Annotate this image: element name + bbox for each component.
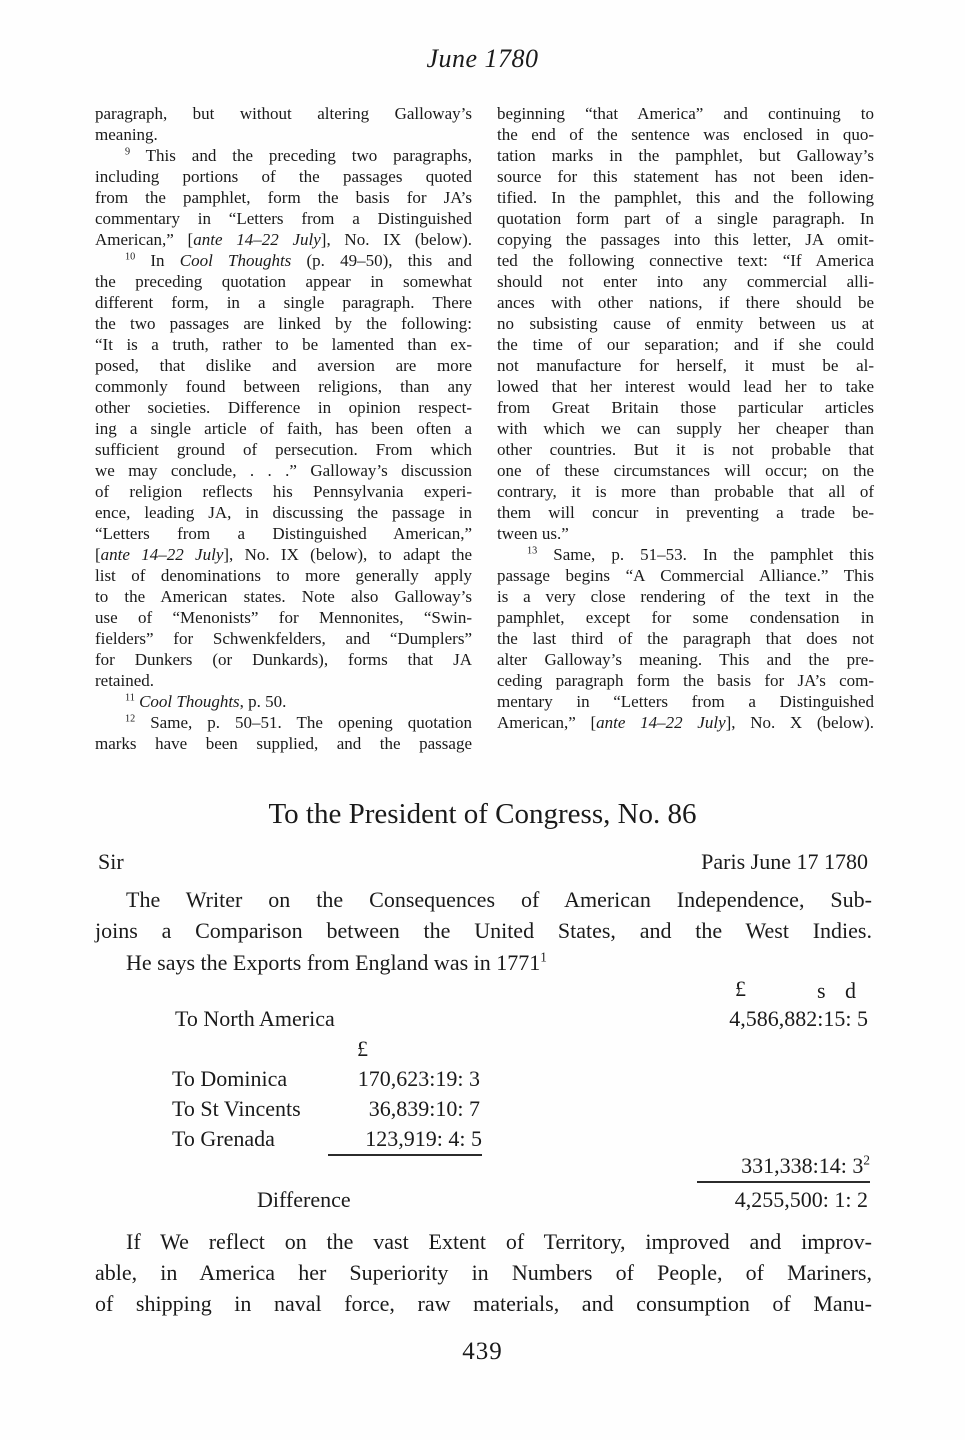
- text-line: posed, that dislike and aversion are more: [95, 356, 472, 375]
- text-line: should not enter into any commercial alli-: [497, 272, 874, 291]
- text-line: different form, in a single paragraph. There: [95, 293, 472, 312]
- text-line: for Dunkers (or Dunkards), forms that JA: [95, 650, 472, 669]
- pounds-column-header: £: [735, 976, 746, 1001]
- text-line: $^{13}$ Same, p. 51–53. In the pamphlet this: [527, 545, 874, 564]
- text-line: If We reflect on the vast Extent of Territory, improved and improv-: [126, 1229, 872, 1254]
- st-vincents-row-label: To St Vincents: [172, 1096, 301, 1121]
- exports-table: [0, 975, 965, 1227]
- text-line: “It is a truth, rather to be lamented than ex-: [95, 335, 472, 354]
- text-line: to the American states. Note also Galloway’s: [95, 587, 472, 606]
- grenada-row-label: To Grenada: [172, 1126, 275, 1151]
- text-line: beginning “that America” and continuing to: [497, 104, 874, 123]
- footnote-column-right: [497, 103, 874, 754]
- text-line: one of these circumstances will occur; on the: [497, 461, 874, 480]
- text-line: alter Galloway’s meaning. This and the pre-: [497, 650, 874, 669]
- text-line: use of “Menonists” for Mennonites, “Swin-: [95, 608, 472, 627]
- shillings-column-header: s: [817, 978, 826, 1003]
- text-line: ances with other nations, if there should be: [497, 293, 874, 312]
- text-line: commentary in “Letters from a Distinguished: [95, 209, 472, 228]
- text-line: ceding paragraph form the basis for JA’s com-: [497, 671, 874, 690]
- text-line: the end of the sentence was enclosed in quo-: [497, 125, 874, 144]
- text-line: lowed that her interest would lead her to take: [497, 377, 874, 396]
- letter-paragraph-summary: [95, 884, 872, 946]
- text-line: the last third of the paragraph that does not: [497, 629, 874, 648]
- text-line: other countries. But it is not probable that: [497, 440, 874, 459]
- text-line: with which we can supply her cheaper than: [497, 419, 874, 438]
- closing-paragraph: [95, 1226, 872, 1319]
- text-line: retained.: [95, 671, 154, 690]
- text-line: no subsisting cause of enmity between us at: [497, 314, 874, 333]
- text-line: tified. In the pamphlet, this and the following: [497, 188, 874, 207]
- text-line: copying the passages into this letter, JA omit-: [497, 230, 874, 249]
- text-line: [ante 14–22 July], No. IX (below), to adapt the: [95, 545, 472, 564]
- footnote-section: [95, 103, 874, 754]
- text-line: meaning.: [95, 125, 158, 144]
- north-america-row-value: 4,586,882:15: 5: [729, 1006, 868, 1031]
- islands-subtotal-value: 331,338:14: $3^2$: [697, 1153, 870, 1183]
- text-line: fielders” for Schwenkfelders, and “Dumplers”: [95, 629, 472, 648]
- text-line: tween us.”: [497, 524, 569, 543]
- text-line: including portions of the passages quoted: [95, 167, 472, 186]
- text-line: the preceding quotation appear in somewhat: [95, 272, 472, 291]
- text-line: the two passages are linked by the following:: [95, 314, 472, 333]
- text-line: $^{11}$ Cool Thoughts, p. 50.: [125, 692, 287, 711]
- text-line: paragraph, but without altering Galloway’s: [95, 104, 472, 123]
- text-line: we may conclude, . . .” Galloway’s discussion: [95, 461, 472, 480]
- text-line: ence, leading JA, in discussing the passage in: [95, 503, 472, 522]
- text-line: ted the following connective text: “If America: [497, 251, 874, 270]
- text-line: the time of our separation; and if she could: [497, 335, 874, 354]
- running-head: June 1780: [426, 44, 539, 73]
- text-line: other societies. Difference in opinion respect-: [95, 398, 472, 417]
- text-line: quotation form part of a single paragraph. In: [497, 209, 874, 228]
- inner-pounds-header: £: [357, 1036, 368, 1061]
- text-line: $^{12}$ Same, p. 50–51. The opening quotation: [125, 713, 472, 732]
- text-line: contrary, it is more than probable that all of: [497, 482, 874, 501]
- letter-title: To the President of Congress, No. 86: [268, 798, 697, 830]
- text-line: of religion reflects his Pennsylvania experi-: [95, 482, 472, 501]
- letter-paragraph-exports: [95, 947, 872, 978]
- difference-value: 4,255,500: 1: 2: [734, 1187, 868, 1212]
- text-line: is a very close rendering of the text in the: [497, 587, 874, 606]
- text-line: joins a Comparison between the United States, and the West Indies.: [95, 918, 872, 943]
- st-vincents-row-value: 36,839:10: 7: [368, 1096, 480, 1121]
- text-line: pamphlet, except for some condensation in: [497, 608, 874, 627]
- text-line: source for this statement has not been iden-: [497, 167, 874, 186]
- text-line: from Great Britain those particular articles: [497, 398, 874, 417]
- pence-column-header: d: [845, 978, 856, 1003]
- north-america-row-label: To North America: [175, 1006, 335, 1031]
- text-line: passage begins “A Commercial Alliance.” This: [497, 566, 874, 585]
- difference-label: Difference: [257, 1187, 351, 1212]
- text-line: tation marks in the pamphlet, but Galloway’s: [497, 146, 874, 165]
- text-line: He says the Exports from England was in 1771$^1$: [126, 949, 547, 975]
- text-line: mentary in “Letters from a Distinguished: [497, 692, 874, 711]
- text-line: marks have been supplied, and the passage: [95, 734, 472, 753]
- text-line: $^9$ This and the preceding two paragraphs,: [125, 146, 472, 165]
- text-line: American,” [ante 14–22 July], No. X (below).: [497, 713, 874, 732]
- text-line: not manufacture for herself, it must be al-: [497, 356, 874, 375]
- text-line: commonly found between religions, than any: [95, 377, 472, 396]
- text-line: sufficient ground of persecution. From which: [95, 440, 472, 459]
- text-line: list of denominations to more generally apply: [95, 566, 472, 585]
- salutation-row: [98, 849, 868, 875]
- dominica-row-label: To Dominica: [172, 1066, 288, 1091]
- dominica-row-value: 170,623:19: 3: [357, 1066, 480, 1091]
- text-line: The Writer on the Consequences of American Independence, Sub-: [126, 887, 872, 912]
- text-line: $^{10}$ In Cool Thoughts (p. 49–50), this and: [125, 251, 472, 270]
- footnote-column-left: [95, 103, 472, 754]
- text-line: American,” [ante 14–22 July], No. IX (below).: [95, 230, 472, 249]
- text-line: of shipping in naval force, raw materials, and consumption of Manu-: [95, 1291, 872, 1316]
- salutation: Sir: [98, 849, 124, 874]
- text-line: able, in America her Superiority in Numbers of People, of Mariners,: [95, 1260, 872, 1285]
- text-line: from the pamphlet, form the basis for JA’s: [95, 188, 472, 207]
- text-line: them will concur in preventing a trade be-: [497, 503, 874, 522]
- page-number: 439: [462, 1338, 503, 1365]
- text-line: ing a single article of faith, has been often a: [95, 419, 472, 438]
- dateline: Paris June 17 1780: [701, 849, 868, 874]
- text-line: “Letters from a Distinguished American,”: [95, 524, 472, 543]
- grenada-row-value: 123,919: 4: 5: [328, 1126, 482, 1156]
